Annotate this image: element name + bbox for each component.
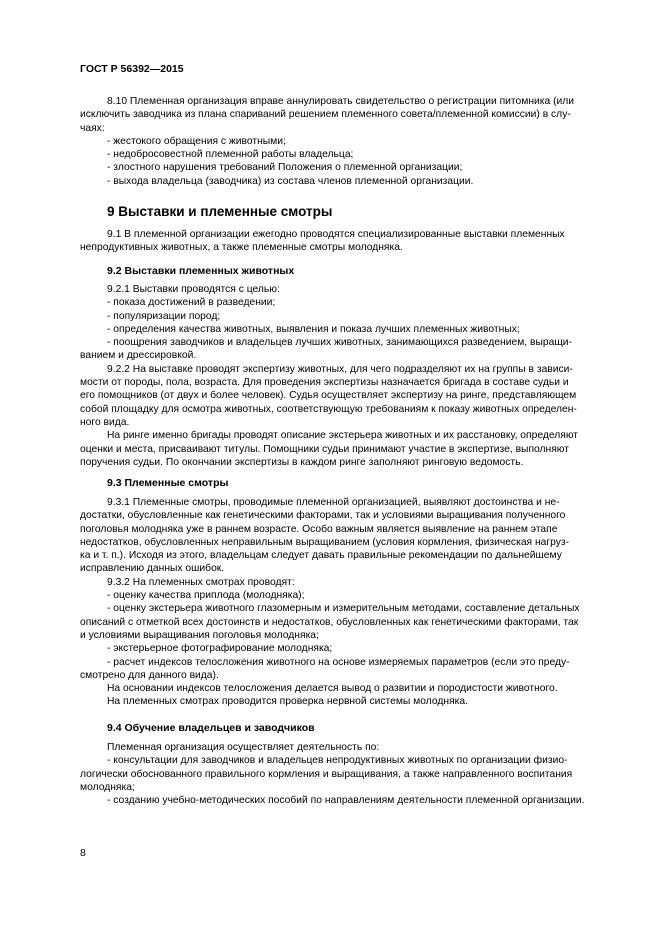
section-9-3-heading: 9.3 Племенные смотры	[107, 477, 229, 489]
text-line: 9.3.2 На племенных смотрах проводят:	[107, 576, 295, 588]
text-line: ного вида.	[80, 416, 130, 428]
text-line: 9.2.1 Выставки проводятся с целью:	[107, 284, 280, 295]
text-line: На основании индексов телосложения делается вывод о развитии и породистости животного.	[107, 683, 558, 695]
text-line: 8.10 Племенная организация вправе аннулировать свидетельство о регистрации питомника (или	[107, 96, 575, 107]
text-line: поголовья молодняка уже в раннем возрасте. Особо важным является выявление на раннем этапе	[80, 523, 558, 535]
text-line: логически обоснованного правильного кормления и выращивания, а также направленного воспитания	[80, 768, 573, 780]
list-item: - выхода владельца (заводчика) из состава членов племенной организации.	[107, 175, 474, 187]
text-line: - консультации для заводчиков и владельцев непродуктивных животных по организации физио-	[107, 755, 568, 767]
section-9-2-heading: 9.2 Выставки племенных животных	[107, 265, 295, 277]
text-line: его помощников (от двух и более человек). Судья осуществляет экспертизу на ринге, представляющем	[80, 390, 577, 402]
text-line: достатки, обусловленные как генетическими факторами, так и условиями выращивания полученного	[80, 510, 566, 522]
text-line: чаях:	[80, 122, 105, 134]
section-9-3-body	[80, 496, 615, 709]
text-line: На племенных смотрах проводится проверка нервной системы молодняка.	[107, 696, 468, 708]
section-9-4-heading: 9.4 Обучение владельцев и заводчиков	[107, 722, 315, 734]
list-item: - популяризации пород;	[107, 310, 221, 322]
text-line: - расчет индексов телосложения животного на основе измеряемых параметров (если это преду-	[107, 656, 570, 668]
text-line: 9.1 В племенной организации ежегодно проводятся специализированные выставки племенных	[107, 229, 565, 240]
section-9-4-body	[80, 741, 615, 807]
text-line: ка и т. п.). Исходя из этого, владельцам следует давать правильные рекомендации по дальнейшему	[80, 550, 562, 562]
list-item: - недобросовестной племенной работы владельца;	[107, 149, 354, 161]
doc-code-header: ГОСТ Р 56392—2015	[80, 63, 184, 75]
text-line: - созданию учебно-методических пособий по направлениям деятельности племенной организации.	[107, 795, 585, 807]
text-line: и условиями выращивания поголовья молодняка;	[80, 629, 319, 641]
text-line: собой площадку для осмотра животных, соответствующую требованиям к показу животных определен-	[80, 403, 577, 415]
text-line: исправлению данных ошибок.	[80, 563, 225, 575]
section-8-10	[80, 95, 615, 188]
text-line: 9.3.1 Племенные смотры, проводимые племенной организацией, выявляют достоинства и не-	[107, 497, 560, 508]
text-line: - оценку экстерьера животного глазомерным и измерительным методами, составление детальных	[107, 603, 580, 615]
section-9-2-body	[80, 283, 615, 469]
text-line: молодняка;	[80, 781, 135, 793]
text-line: описаний с отметкой всех достоинств и недостатков, обусловленных как генетическими факторами, так	[80, 616, 579, 628]
text-line: 9.2.2 На выставке проводят экспертизу животных, для чего подразделяют их на группы в зависи-	[107, 363, 573, 375]
section-9-heading: 9 Выставки и племенные смотры	[107, 204, 333, 219]
text-line: оценки и места, присваивают титулы. Помощники судьи принимают участие в экспертизе, выполняют	[80, 443, 570, 455]
text-line: Племенная организация осуществляет деятельность по:	[107, 742, 380, 753]
text-line: поручения судьи. По окончании экспертизы в каждом ринге заполняют ринговую ведомость.	[80, 456, 524, 468]
text-line: На ринге именно бригады проводят описание экстерьера животных и их расстановку, определяют	[107, 430, 579, 442]
list-item: - злостного нарушения требований Положения о племенной организации;	[107, 162, 463, 174]
text-line: исключить заводчика из плана спариваний решением племенного совета/племенной комиссии) в слу-	[80, 109, 571, 121]
text-line: мости от породы, пола, возраста. Для проведения экспертизы назначается бригада в составе судьи и	[80, 377, 569, 389]
list-item: - показа достижений в разведении;	[107, 297, 276, 309]
list-item: - оценку качества приплода (молодняка);	[107, 590, 305, 602]
section-9-1	[80, 228, 615, 255]
text-line: - поощрения заводчиков и владельцев лучших животных, занимающихся разведением, выращи-	[107, 337, 572, 349]
list-item: - жестокого обращения с животными;	[107, 135, 286, 147]
text-line: непродуктивных животных, а также племенные смотры молодняка.	[80, 242, 403, 254]
text-line: недостатков, обусловленных неправильным выращиванием (условия кормления, физическая нагруз-	[80, 536, 570, 548]
page-number: 8	[80, 847, 86, 859]
list-item: - определения качества животных, выявления и показа лучших племенных животных;	[107, 323, 520, 335]
list-item: - экстерьерное фотографирование молодняка;	[107, 643, 333, 655]
text-line: ванием и дрессировкой.	[80, 350, 197, 362]
text-line: смотрено для данного вида).	[80, 669, 219, 681]
